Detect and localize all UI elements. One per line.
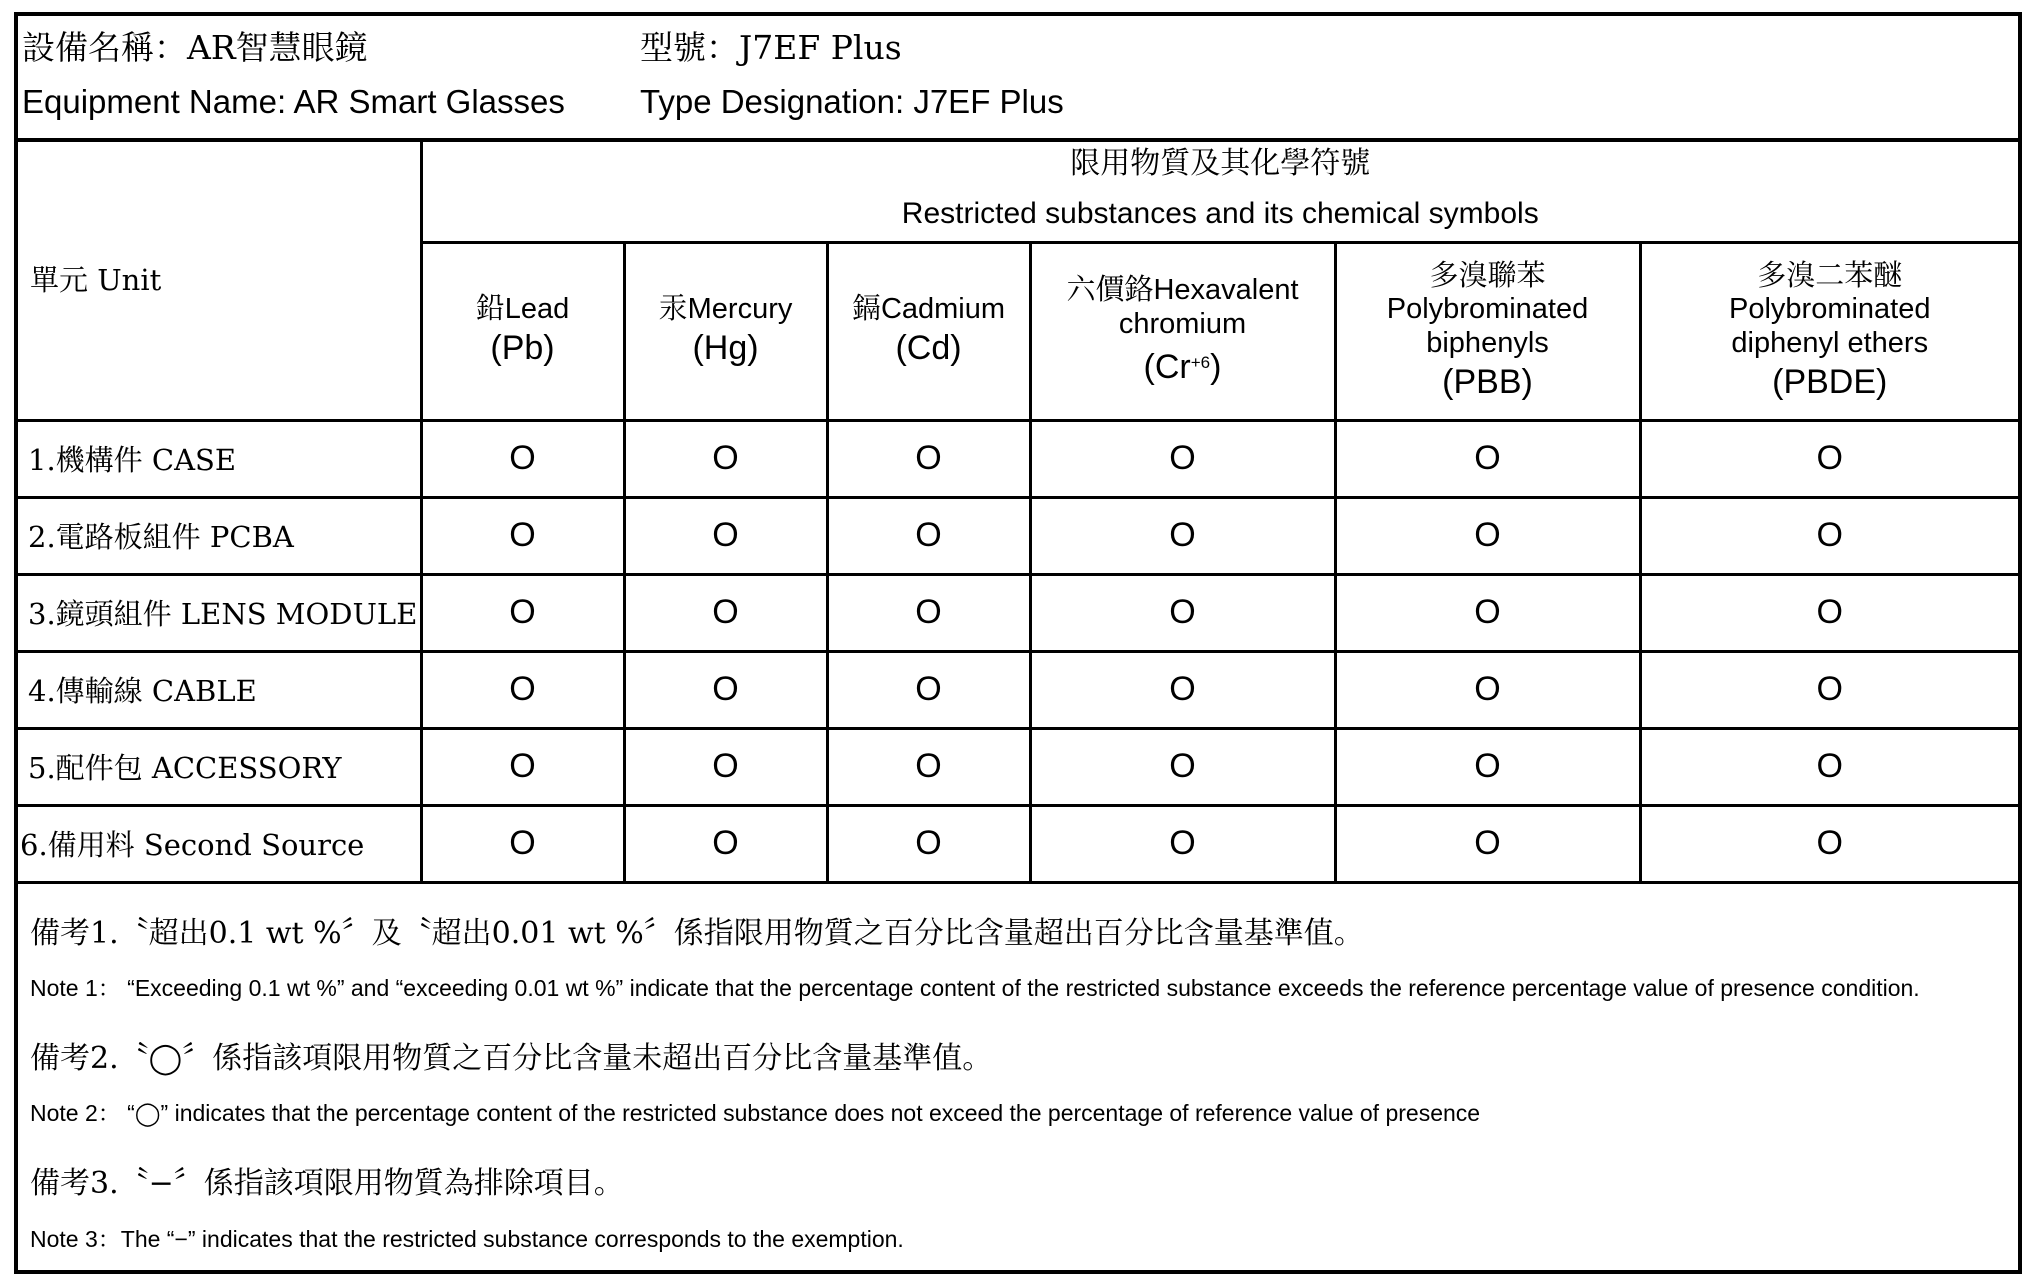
compliance-mark: O: [827, 651, 1030, 728]
model-zh: 型號：J7EF Plus: [640, 28, 902, 67]
substance-symbol: (PBDE): [1772, 363, 1888, 401]
note-2-zh: 備考2.〝◯〞係指該項限用物質之百分比含量未超出百分比含量基準值。: [30, 1041, 993, 1076]
substance-hexavalent-chromium: [1030, 242, 1335, 420]
row-label: 5.配件包 ACCESSORY: [18, 728, 421, 805]
compliance-mark: O: [421, 805, 624, 882]
row-label: 4.傳輸線 CABLE: [18, 651, 421, 728]
compliance-mark: O: [1335, 574, 1640, 651]
substance-symbol: (Pb): [490, 329, 555, 367]
substance-name-line: biphenyls: [1426, 327, 1549, 359]
row-label: 3.鏡頭組件 LENS MODULE: [18, 574, 421, 651]
substance-symbol: [1032, 341, 1334, 389]
compliance-mark: O: [1640, 728, 2018, 805]
unit-header: 單元 Unit: [18, 138, 421, 420]
restricted-substances-title-zh: 限用物質及其化學符號: [1070, 146, 1371, 182]
compliance-mark: O: [1030, 420, 1335, 497]
row-label: 1.機構件 CASE: [18, 420, 421, 497]
row-label: 2.電路板組件 PCBA: [18, 497, 421, 574]
note-3-en: Note 3：The “−” indicates that the restricted substance corresponds to the exemption.: [30, 1226, 904, 1252]
substance-name-line: 六價鉻Hexavalent: [1066, 274, 1299, 306]
table-row: [18, 497, 2018, 574]
table-row: [18, 574, 2018, 651]
compliance-mark: O: [421, 574, 624, 651]
compliance-mark: O: [1640, 420, 2018, 497]
substance-symbol: (Hg): [692, 329, 759, 367]
substance-lead: [421, 242, 624, 420]
compliance-mark: O: [421, 728, 624, 805]
compliance-mark: O: [624, 651, 827, 728]
symbol-superscript: +6: [1190, 353, 1211, 372]
substance-name-line: 多溴聯苯: [1429, 258, 1546, 292]
substance-symbol: (Cd): [895, 329, 962, 367]
compliance-mark: O: [827, 497, 1030, 574]
compliance-mark: O: [624, 805, 827, 882]
restricted-substances-table: [18, 138, 2018, 884]
compliance-mark: O: [1030, 497, 1335, 574]
compliance-mark: O: [1335, 420, 1640, 497]
substance-name-line: chromium: [1118, 308, 1247, 340]
note-1-en: Note 1： “Exceeding 0.1 wt %” and “exceeding 0.01 wt %” indicate that the percentage content of the restricted substance exceeds the reference percentage value of presence condition.: [30, 975, 1920, 1001]
compliance-mark: O: [1030, 728, 1335, 805]
compliance-mark: O: [1030, 651, 1335, 728]
substance-mercury: [624, 242, 827, 420]
compliance-mark: O: [624, 574, 827, 651]
equipment-name-zh: 設備名稱：AR智慧眼鏡: [22, 28, 368, 67]
compliance-mark: O: [624, 728, 827, 805]
compliance-mark: O: [624, 420, 827, 497]
rohs-declaration-frame: [14, 12, 2022, 1274]
substance-symbol: (PBB): [1442, 363, 1533, 401]
substance-pbb: [1335, 242, 1640, 420]
symbol-base: (Cr: [1143, 348, 1191, 386]
compliance-mark: O: [827, 805, 1030, 882]
compliance-mark: O: [827, 420, 1030, 497]
compliance-mark: O: [624, 497, 827, 574]
table-row: [18, 420, 2018, 497]
table-header-row-1: [18, 138, 2018, 242]
compliance-mark: O: [421, 420, 624, 497]
substance-pbde: [1640, 242, 2018, 420]
note-2-en: Note 2： “◯” indicates that the percentage content of the restricted substance does not exceed the percentage of reference value of presence: [30, 1100, 1481, 1126]
document-header: [18, 16, 2018, 142]
table-row: [18, 728, 2018, 805]
compliance-mark: O: [827, 728, 1030, 805]
compliance-mark: O: [1335, 497, 1640, 574]
symbol-close: ): [1210, 348, 1222, 386]
substance-name-line: 鉛Lead: [475, 293, 570, 325]
compliance-mark: O: [1640, 805, 2018, 882]
substance-name-line: 鎘Cadmium: [851, 293, 1006, 325]
table-row: [18, 805, 2018, 882]
equipment-name-en: Equipment Name: AR Smart Glasses: [22, 83, 565, 120]
compliance-mark: O: [1640, 497, 2018, 574]
row-label: 6.備用料 Second Source: [18, 805, 421, 882]
note-1-zh: 備考1.〝超出0.1 wt %〞及〝超出0.01 wt %〞係指限用物質之百分比含量超出百分比含量基準值。: [30, 916, 1364, 951]
substance-name-line: 多溴二苯醚: [1757, 258, 1903, 292]
compliance-mark: O: [421, 651, 624, 728]
compliance-mark: O: [1030, 805, 1335, 882]
compliance-mark: O: [1640, 651, 2018, 728]
table-row: [18, 651, 2018, 728]
compliance-mark: O: [827, 574, 1030, 651]
substance-name-line: Polybrominated: [1729, 293, 1931, 325]
compliance-mark: O: [1335, 728, 1640, 805]
note-3-zh: 備考3.〝−〞係指該項限用物質為排除項目。: [30, 1166, 624, 1201]
restricted-substances-title-en: Restricted substances and its chemical symbols: [901, 197, 1539, 231]
compliance-mark: O: [1335, 651, 1640, 728]
compliance-mark: O: [421, 497, 624, 574]
substance-name-line: Polybrominated: [1386, 293, 1589, 325]
compliance-mark: O: [1030, 574, 1335, 651]
compliance-mark: O: [1640, 574, 2018, 651]
restricted-substances-header: [421, 138, 2018, 242]
compliance-mark: O: [1335, 805, 1640, 882]
substance-name-line: diphenyl ethers: [1731, 327, 1929, 359]
substance-cadmium: [827, 242, 1030, 420]
substance-name-line: 汞Mercury: [658, 293, 793, 325]
model-en: Type Designation: J7EF Plus: [640, 83, 1064, 120]
